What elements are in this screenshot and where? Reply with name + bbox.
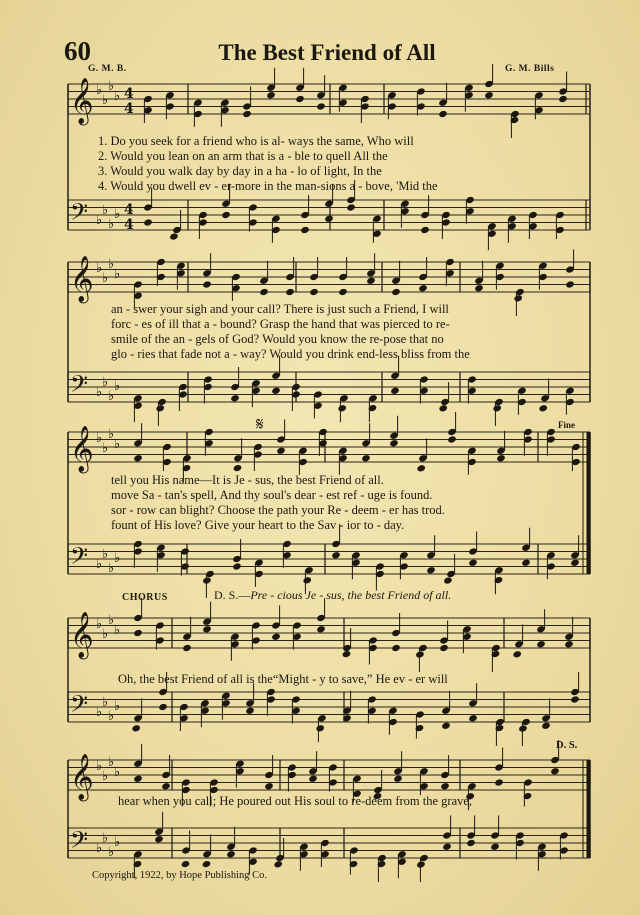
- flat-icon: ♭: [102, 695, 109, 710]
- notehead: [285, 288, 295, 296]
- ds-label: D. S.: [214, 588, 239, 602]
- ds-end-mark: D. S.: [556, 740, 578, 751]
- notehead: [302, 576, 312, 584]
- flat-icon: ♭: [108, 427, 115, 442]
- music-credit: G. M. Bills: [505, 64, 555, 74]
- notehead: [441, 722, 451, 730]
- notehead: [273, 860, 283, 868]
- notehead: [264, 782, 274, 790]
- chorus-label: CHORUS: [122, 592, 168, 603]
- verse-line-12: fount of His love? Give your heart to the Sav - ior to - day.: [111, 518, 405, 532]
- flat-icon: ♭: [108, 257, 115, 272]
- notehead: [300, 226, 310, 234]
- ds-instruction: D. S.—Pre - cious Je - sus, the best Friend of all.: [214, 588, 452, 602]
- notehead: [496, 454, 506, 462]
- notehead: [276, 447, 286, 455]
- notehead: [309, 288, 319, 296]
- flat-icon: ♭: [114, 551, 121, 566]
- notehead: [418, 284, 428, 292]
- notehead: [308, 775, 318, 783]
- flat-icon: ♭: [102, 769, 109, 784]
- verse-line-6: forc - es of ill that a - bound? Grasp the hand that was pierced to re-: [111, 317, 450, 331]
- notehead: [202, 860, 212, 868]
- flat-icon: ♭: [102, 203, 109, 218]
- flat-icon: ♭: [96, 431, 103, 446]
- time-sig-top: 4: [124, 202, 134, 218]
- notehead: [226, 850, 236, 858]
- flat-icon: ♭: [102, 547, 109, 562]
- notehead: [245, 707, 255, 715]
- verse-line-2: 2. Would you lean on an arm that is a - ble to quell All the: [98, 149, 388, 163]
- verse-line-7: smile of the an - gels of God? Would you know the re-pose that no: [111, 332, 444, 346]
- notehead: [468, 714, 478, 722]
- notehead: [438, 110, 448, 118]
- flat-icon: ♭: [96, 841, 103, 856]
- notehead: [242, 110, 252, 118]
- hymn-number: 60: [64, 36, 91, 66]
- flat-icon: ♭: [102, 375, 109, 390]
- notehead: [154, 835, 164, 843]
- notehead: [438, 404, 448, 412]
- notehead: [564, 640, 574, 648]
- verse-line-8: glo - ries that fade not a - way? Would you drink end-less bliss from the: [111, 347, 470, 361]
- flat-icon: ♭: [96, 83, 103, 98]
- notehead: [155, 404, 165, 412]
- notehead: [541, 722, 551, 730]
- notehead: [442, 843, 452, 851]
- notehead: [440, 782, 450, 790]
- notehead: [143, 218, 153, 226]
- flat-icon: ♭: [102, 441, 109, 456]
- notehead: [558, 95, 568, 103]
- time-sig-bottom: 4: [124, 217, 134, 233]
- flat-icon: ♭: [108, 79, 115, 94]
- treble-clef-icon: 𝄞: [70, 426, 94, 472]
- notehead: [443, 576, 453, 584]
- notehead: [331, 551, 341, 559]
- flat-icon: ♭: [114, 89, 121, 104]
- notehead: [158, 703, 168, 711]
- notehead: [259, 288, 269, 296]
- verse-line-1: 1. Do you seek for a friend who is al- ways the same, Who will: [98, 134, 414, 148]
- flat-icon: ♭: [114, 765, 121, 780]
- notehead: [492, 404, 502, 412]
- flat-icon: ♭: [114, 623, 121, 638]
- chorus-line-2: hear when you call; He poured out His soul to re-deem from the grave,: [118, 794, 473, 808]
- notehead: [202, 280, 212, 288]
- verse-line-11: sor - row can blight? Choose the path your Re - deem - er has trod.: [111, 503, 445, 517]
- verse-line-4: 4. Would you dwell ev - er-more in the man-sions a - bove, 'Mid the: [98, 179, 438, 193]
- flat-icon: ♭: [114, 267, 121, 282]
- flat-icon: ♭: [114, 437, 121, 452]
- notehead: [133, 454, 143, 462]
- notehead: [232, 562, 242, 570]
- notehead: [233, 464, 243, 472]
- flat-icon: ♭: [96, 759, 103, 774]
- bass-clef-icon: 𝄢: [70, 690, 89, 723]
- copyright-notice: Copyright, 1922, by Hope Publishing Co.: [92, 870, 268, 881]
- notehead: [420, 226, 430, 234]
- notehead: [346, 203, 356, 211]
- fine-mark: Fine: [558, 420, 575, 430]
- notehead: [221, 211, 231, 219]
- notehead: [490, 843, 500, 851]
- notehead: [518, 724, 528, 732]
- flat-icon: ♭: [108, 613, 115, 628]
- notehead: [182, 644, 192, 652]
- verse-line-10: move Sa - tan's spell, And thy soul's dear - est ref - uge is found.: [111, 488, 433, 502]
- flat-icon: ♭: [108, 389, 115, 404]
- notehead: [550, 767, 560, 775]
- notehead: [389, 439, 399, 447]
- bass-clef-icon: 𝄢: [70, 370, 89, 403]
- flat-icon: ♭: [108, 755, 115, 770]
- notehead: [337, 404, 347, 412]
- treble-clef-icon: 𝄞: [70, 256, 94, 302]
- notehead: [366, 277, 376, 285]
- flat-icon: ♭: [108, 217, 115, 232]
- notehead: [131, 724, 141, 732]
- time-sig-top: 4: [124, 86, 134, 102]
- flat-icon: ♭: [102, 627, 109, 642]
- notehead: [439, 644, 449, 652]
- flat-icon: ♭: [96, 557, 103, 572]
- notehead: [426, 566, 436, 574]
- flat-icon: ♭: [102, 831, 109, 846]
- notehead: [521, 559, 531, 567]
- notehead: [570, 559, 580, 567]
- notehead: [266, 91, 276, 99]
- notehead: [169, 232, 179, 240]
- verse-line-3: 3. Would you walk day by day in a ha - lo of light, In the: [98, 164, 382, 178]
- notehead: [342, 650, 352, 658]
- flat-icon: ♭: [96, 705, 103, 720]
- flat-icon: ♭: [108, 561, 115, 576]
- flat-icon: ♭: [102, 271, 109, 286]
- flat-icon: ♭: [96, 617, 103, 632]
- notehead: [494, 778, 504, 786]
- notehead: [416, 860, 426, 868]
- flat-icon: ♭: [102, 93, 109, 108]
- notehead: [393, 775, 403, 783]
- flat-icon: ♭: [96, 385, 103, 400]
- notehead: [133, 629, 143, 637]
- notehead: [271, 387, 281, 395]
- notehead: [161, 782, 171, 790]
- notehead: [316, 102, 326, 110]
- notehead: [538, 404, 548, 412]
- flat-icon: ♭: [114, 835, 121, 850]
- notehead: [416, 464, 426, 472]
- notehead: [415, 650, 425, 658]
- notehead: [391, 288, 401, 296]
- time-sig-bottom: 4: [124, 101, 134, 117]
- treble-clef-icon: 𝄞: [70, 754, 94, 800]
- treble-clef-icon: 𝄞: [70, 78, 94, 124]
- notehead: [324, 215, 334, 223]
- flat-icon: ♭: [108, 709, 115, 724]
- chorus-line-1: Oh, the best Friend of all is the“Might - y to save,” He ev - er will: [118, 672, 448, 686]
- notehead: [338, 288, 348, 296]
- words-credit: G. M. B.: [88, 64, 127, 74]
- notehead: [133, 775, 143, 783]
- hymn-title: The Best Friend of All: [218, 40, 436, 65]
- notehead: [512, 650, 522, 658]
- notehead: [565, 280, 575, 288]
- notehead: [484, 91, 494, 99]
- notehead: [295, 95, 305, 103]
- ds-text: Pre - cious Je - sus, the best Friend of all.: [250, 588, 452, 602]
- notehead: [316, 625, 326, 633]
- notehead: [271, 633, 281, 641]
- treble-clef-icon: 𝄞: [70, 612, 94, 658]
- flat-icon: ♭: [96, 213, 103, 228]
- notehead: [390, 387, 400, 395]
- staff-layer: [68, 78, 590, 860]
- segno-sign: 𝄋: [256, 414, 264, 434]
- flat-icon: ♭: [114, 207, 121, 222]
- notehead: [230, 394, 240, 402]
- notehead: [513, 294, 523, 302]
- notehead: [315, 724, 325, 732]
- notehead: [570, 695, 580, 703]
- notehead: [468, 559, 478, 567]
- flat-icon: ♭: [114, 379, 121, 394]
- notehead: [466, 839, 476, 847]
- notehead: [474, 284, 484, 292]
- notehead: [181, 860, 191, 868]
- bass-clef-icon: 𝄢: [70, 542, 89, 575]
- notehead: [536, 640, 546, 648]
- notehead: [202, 625, 212, 633]
- flat-icon: ♭: [108, 845, 115, 860]
- verse-line-9: tell you His name—It is Je - sus, the best Friend of all.: [111, 473, 384, 487]
- bass-clef-icon: 𝄢: [70, 826, 89, 859]
- notehead: [391, 644, 401, 652]
- notehead: [361, 454, 371, 462]
- flat-icon: ♭: [96, 261, 103, 276]
- flat-icon: ♭: [114, 699, 121, 714]
- notehead: [202, 576, 212, 584]
- notehead: [447, 435, 457, 443]
- verse-line-5: an - swer your sigh and your call? There is just such a Friend, I will: [111, 302, 449, 316]
- bass-clef-icon: 𝄢: [70, 198, 89, 231]
